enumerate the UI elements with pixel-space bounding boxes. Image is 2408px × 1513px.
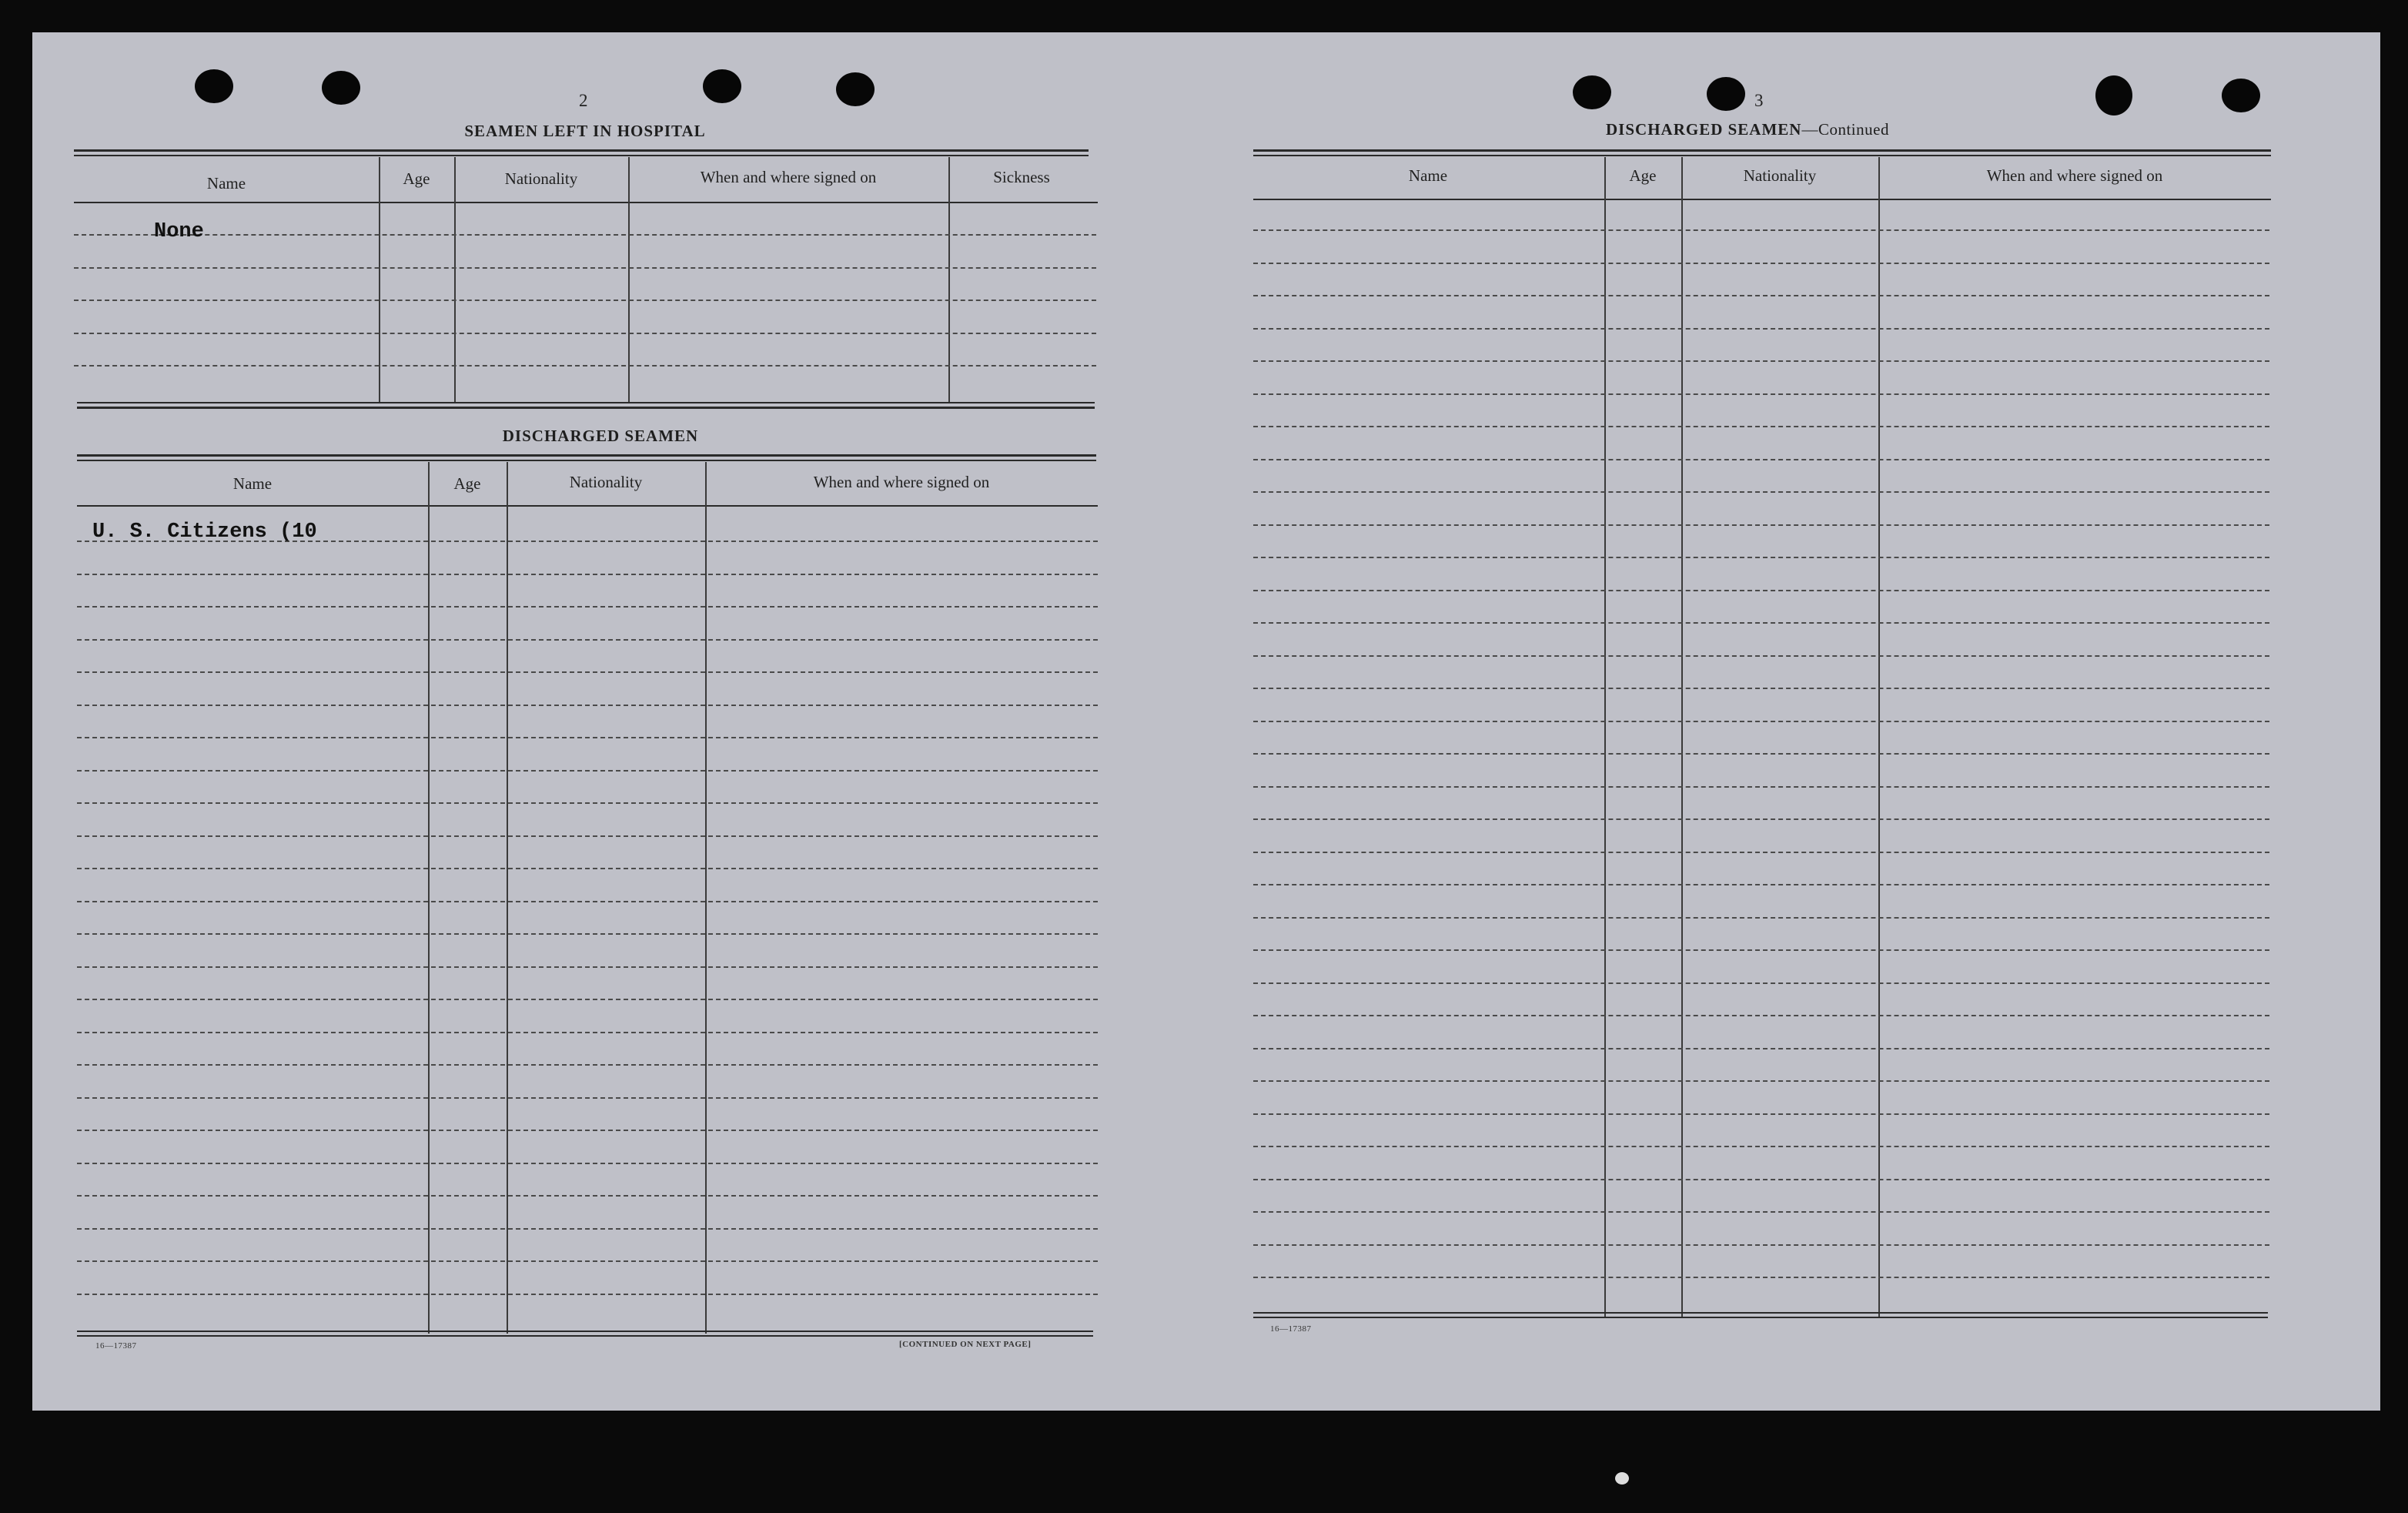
ruled-line [1253, 786, 2269, 788]
punch-hole [2095, 75, 2132, 115]
ruled-line [1253, 229, 2269, 231]
ruled-line [77, 966, 1098, 968]
ruled-line [1253, 491, 2269, 493]
ruled-line [77, 933, 1098, 935]
punch-hole [703, 69, 741, 103]
ruled-line [77, 1228, 1098, 1230]
form-number-right: 16—17387 [1270, 1324, 1312, 1334]
ruled-line [77, 737, 1098, 738]
ruled-line [77, 1294, 1098, 1295]
ruled-line [1253, 917, 2269, 919]
hospital-entry-none: None [154, 220, 204, 243]
punch-hole [836, 72, 875, 106]
ruled-line [77, 574, 1098, 575]
hospital-col-name: Name [206, 174, 246, 192]
hospital-section-title: SEAMEN LEFT IN HOSPITAL [464, 122, 706, 140]
hospital-top-rule [74, 149, 1089, 152]
ruled-line [77, 770, 1098, 772]
punch-hole [1573, 75, 1611, 109]
discharged-entry-citizens: U. S. Citizens (10 [92, 521, 317, 544]
ruled-line [1253, 393, 2269, 395]
ruled-line [1253, 622, 2269, 624]
page-number-left: 2 [579, 91, 588, 110]
ruled-line [1253, 1244, 2269, 1246]
ruled-line [1253, 524, 2269, 526]
ruled-line [74, 267, 1096, 269]
hospital-col-signed-on: When and where signed on [700, 168, 877, 186]
ruled-line [74, 333, 1096, 334]
ruled-line [1253, 818, 2269, 820]
ruled-line [74, 300, 1096, 301]
ruled-line [1253, 459, 2269, 460]
ruled-line [1253, 263, 2269, 264]
ruled-line [1253, 949, 2269, 951]
ruled-line [1253, 590, 2269, 591]
punch-hole [322, 71, 360, 105]
punch-hole [1707, 77, 1745, 111]
ruled-line [77, 639, 1098, 641]
ruled-line [77, 1195, 1098, 1197]
ruled-line [1253, 688, 2269, 689]
ruled-line [77, 802, 1098, 804]
discharged-bottom-rule [77, 1335, 1093, 1337]
right-header-rule [1253, 199, 2271, 200]
ruled-line [1253, 360, 2269, 362]
ruled-line [1253, 426, 2269, 427]
ruled-line [77, 705, 1098, 706]
discharged-col-nationality: Nationality [569, 473, 643, 491]
ruled-line [77, 1064, 1098, 1066]
ruled-line [77, 1260, 1098, 1262]
form-number-left: 16—17387 [95, 1341, 137, 1351]
ruled-line [77, 1097, 1098, 1099]
page-number-right: 3 [1754, 91, 1764, 110]
ruled-line [1253, 852, 2269, 853]
ruled-line [77, 835, 1098, 837]
ruled-line [1253, 1113, 2269, 1115]
right-top-rule [1253, 149, 2271, 152]
punch-hole [195, 69, 233, 103]
ruled-line [1253, 884, 2269, 885]
ruled-line [1253, 1277, 2269, 1278]
right-col-name: Name [1408, 166, 1448, 185]
hospital-bottom-rule [77, 407, 1095, 409]
ruled-line [1253, 1015, 2269, 1016]
ruled-line [77, 1163, 1098, 1164]
right-section-title: DISCHARGED SEAMEN—Continued [1606, 120, 1889, 139]
ruled-line [74, 234, 1096, 236]
discharged-col-age: Age [453, 474, 481, 493]
ruled-line [77, 1032, 1098, 1033]
ruled-line [1253, 1080, 2269, 1082]
continued-note: [CONTINUED ON NEXT PAGE] [899, 1340, 1032, 1349]
ruled-line [1253, 655, 2269, 657]
ruled-line [1253, 1048, 2269, 1049]
discharged-header-rule [77, 505, 1098, 507]
ruled-line [1253, 1211, 2269, 1213]
ruled-line [77, 1130, 1098, 1131]
ruled-line [1253, 295, 2269, 296]
ruled-line [1253, 557, 2269, 558]
ruled-line [1253, 721, 2269, 722]
hospital-col-sickness: Sickness [993, 168, 1050, 186]
hospital-col-nationality: Nationality [504, 169, 578, 188]
ruled-line [77, 999, 1098, 1000]
ruled-line [1253, 328, 2269, 330]
right-col-age: Age [1629, 166, 1657, 185]
ruled-line [1253, 982, 2269, 984]
scan-speck [1615, 1472, 1629, 1485]
ruled-line [1253, 753, 2269, 755]
hospital-header-rule [74, 202, 1098, 203]
hospital-col-age: Age [403, 169, 430, 188]
punch-hole [2222, 79, 2260, 112]
ruled-line [74, 365, 1096, 367]
right-col-nationality: Nationality [1743, 166, 1817, 185]
discharged-top-rule [77, 454, 1096, 457]
ruled-line [1253, 1179, 2269, 1180]
discharged-col-signed-on: When and where signed on [813, 473, 990, 491]
discharged-col-name: Name [232, 474, 273, 493]
ruled-line [77, 868, 1098, 869]
ruled-line [77, 901, 1098, 902]
right-col-signed-on: When and where signed on [1986, 166, 2163, 185]
ruled-line [77, 606, 1098, 608]
ruled-line [77, 671, 1098, 673]
ruled-line [1253, 1146, 2269, 1147]
right-bottom-rule [1253, 1317, 2268, 1318]
discharged-section-title: DISCHARGED SEAMEN [502, 427, 699, 445]
